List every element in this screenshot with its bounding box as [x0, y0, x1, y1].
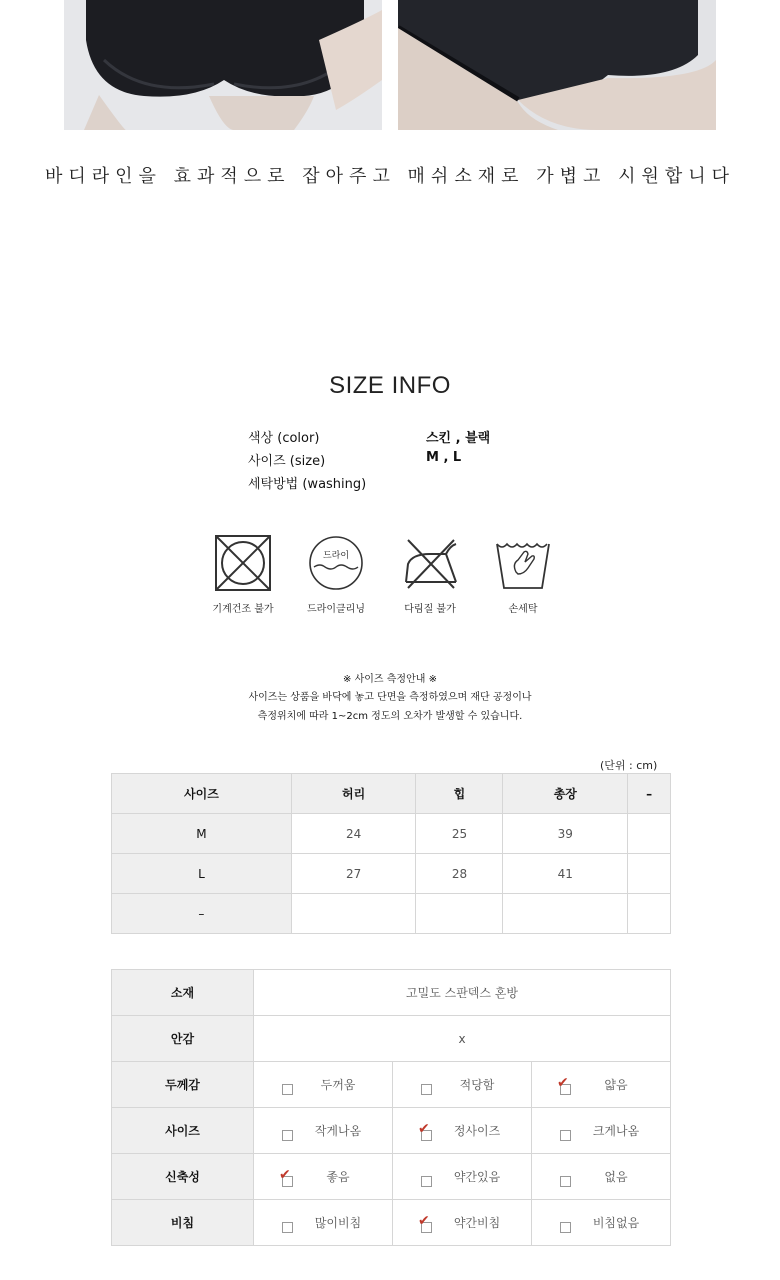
checkmark-icon: ✔	[279, 1166, 291, 1183]
care-label: 다림질 불가	[404, 604, 456, 615]
info-label-size: 사이즈 (size)	[248, 454, 326, 469]
product-photo-side-image	[398, 0, 716, 130]
checkbox-icon	[560, 1176, 571, 1187]
checkmark-icon: ✔	[418, 1120, 430, 1137]
rating-option	[532, 1200, 671, 1246]
size-table	[111, 773, 671, 934]
rating-option-label: 없음	[604, 1170, 628, 1184]
size-table-header-row	[112, 774, 671, 814]
size-table-cell: 27	[291, 854, 416, 894]
unit-label: (단위 : cm)	[600, 759, 658, 772]
rating-row	[112, 1154, 671, 1200]
rating-option-label: 좋음	[326, 1170, 350, 1184]
measurement-notice-line-2: 측정위치에 따라 1~2cm 정도의 오차가 발생할 수 있습니다.	[257, 711, 523, 722]
product-tagline: 바디라인을 효과적으로 잡아주고 매쉬소재로 가볍고 시원합니다	[44, 166, 736, 187]
info-label-washing: 세탁방법 (washing)	[248, 477, 367, 492]
table-row	[112, 894, 671, 934]
size-table-cell: 24	[291, 814, 416, 854]
rating-option-label: 두꺼움	[320, 1078, 356, 1092]
size-table-cell	[291, 894, 416, 934]
care-label: 드라이클리닝	[307, 604, 365, 615]
info-value-size: M , L	[426, 450, 462, 465]
info-value-color: 스킨 , 블랙	[426, 431, 491, 446]
rating-option-label: 얇음	[604, 1078, 628, 1092]
rating-option	[254, 1108, 393, 1154]
table-row	[112, 854, 671, 894]
product-photo-side	[398, 0, 716, 130]
rating-option-label: 비침없음	[592, 1216, 640, 1230]
checkbox-icon	[560, 1130, 571, 1141]
rating-option	[393, 1154, 532, 1200]
size-table-cell	[628, 854, 671, 894]
dry-cleaning-icon-text: 드라이	[322, 551, 350, 561]
care-item-dry-cleaning	[286, 534, 386, 615]
lining-value: x	[254, 1016, 671, 1062]
rating-row	[112, 1062, 671, 1108]
size-table-header: 허리	[291, 774, 416, 814]
checkbox-icon	[282, 1130, 293, 1141]
rating-row	[112, 1108, 671, 1154]
dry-cleaning-icon	[307, 534, 365, 592]
checkmark-icon: ✔	[557, 1074, 569, 1091]
rating-option-label: 약간비침	[453, 1216, 501, 1230]
rating-option-label: 많이비침	[314, 1216, 362, 1230]
rating-option-label: 약간있음	[453, 1170, 501, 1184]
size-table-header: 총장	[503, 774, 628, 814]
no-ironing-icon	[400, 534, 460, 592]
size-table-cell	[503, 894, 628, 934]
table-row	[112, 970, 671, 1016]
product-photo-back-image	[64, 0, 382, 130]
care-item-no-ironing	[380, 534, 480, 615]
size-table-cell: M	[112, 814, 292, 854]
checkbox-icon	[282, 1084, 293, 1095]
size-table-cell: 25	[416, 814, 503, 854]
rating-option-label: 적당함	[459, 1078, 495, 1092]
rating-label: 비침	[112, 1200, 254, 1246]
material-table	[111, 969, 671, 1246]
table-row	[112, 1016, 671, 1062]
size-table-cell	[628, 894, 671, 934]
rating-option	[254, 1154, 393, 1200]
table-row	[112, 814, 671, 854]
size-table-header: 사이즈	[112, 774, 292, 814]
care-item-no-machine-dry	[193, 534, 293, 615]
rating-label: 사이즈	[112, 1108, 254, 1154]
rating-option	[532, 1108, 671, 1154]
rating-option-label: 작게나옴	[314, 1124, 362, 1138]
checkbox-icon	[560, 1222, 571, 1233]
info-label-color: 색상 (color)	[248, 431, 320, 446]
rating-option-label: 정사이즈	[453, 1124, 501, 1138]
care-label: 기계건조 불가	[212, 604, 274, 615]
rating-option-label: 크게나옴	[592, 1124, 640, 1138]
checkbox-icon	[282, 1222, 293, 1233]
size-table-cell: 28	[416, 854, 503, 894]
rating-row	[112, 1200, 671, 1246]
checkbox-icon	[421, 1176, 432, 1187]
rating-option	[532, 1154, 671, 1200]
measurement-notice-line-1: 사이즈는 상품을 바닥에 놓고 단면을 측정하였으며 재단 공정이나	[248, 692, 532, 703]
rating-option	[254, 1200, 393, 1246]
size-table-cell	[628, 814, 671, 854]
size-table-header: –	[628, 774, 671, 814]
rating-option	[254, 1062, 393, 1108]
hand-wash-icon	[494, 534, 552, 592]
rating-option	[393, 1062, 532, 1108]
checkbox-icon	[421, 1084, 432, 1095]
fabric-label: 소재	[112, 970, 254, 1016]
rating-label: 신축성	[112, 1154, 254, 1200]
product-photo-back	[64, 0, 382, 130]
size-table-cell: 39	[503, 814, 628, 854]
lining-label: 안감	[112, 1016, 254, 1062]
size-table-cell: –	[112, 894, 292, 934]
measurement-notice-title: ※ 사이즈 측정안내 ※	[343, 674, 437, 685]
care-label: 손세탁	[508, 604, 538, 615]
size-table-cell: 41	[503, 854, 628, 894]
rating-label: 두께감	[112, 1062, 254, 1108]
rating-option	[393, 1200, 532, 1246]
rating-option	[532, 1062, 671, 1108]
no-machine-dry-icon	[214, 534, 272, 592]
care-item-hand-wash	[473, 534, 573, 615]
rating-option	[393, 1108, 532, 1154]
size-table-cell	[416, 894, 503, 934]
checkmark-icon: ✔	[418, 1212, 430, 1229]
fabric-value: 고밀도 스판덱스 혼방	[254, 970, 671, 1016]
size-table-cell: L	[112, 854, 292, 894]
size-table-header: 힙	[416, 774, 503, 814]
size-info-title: SIZE INFO	[329, 372, 451, 399]
